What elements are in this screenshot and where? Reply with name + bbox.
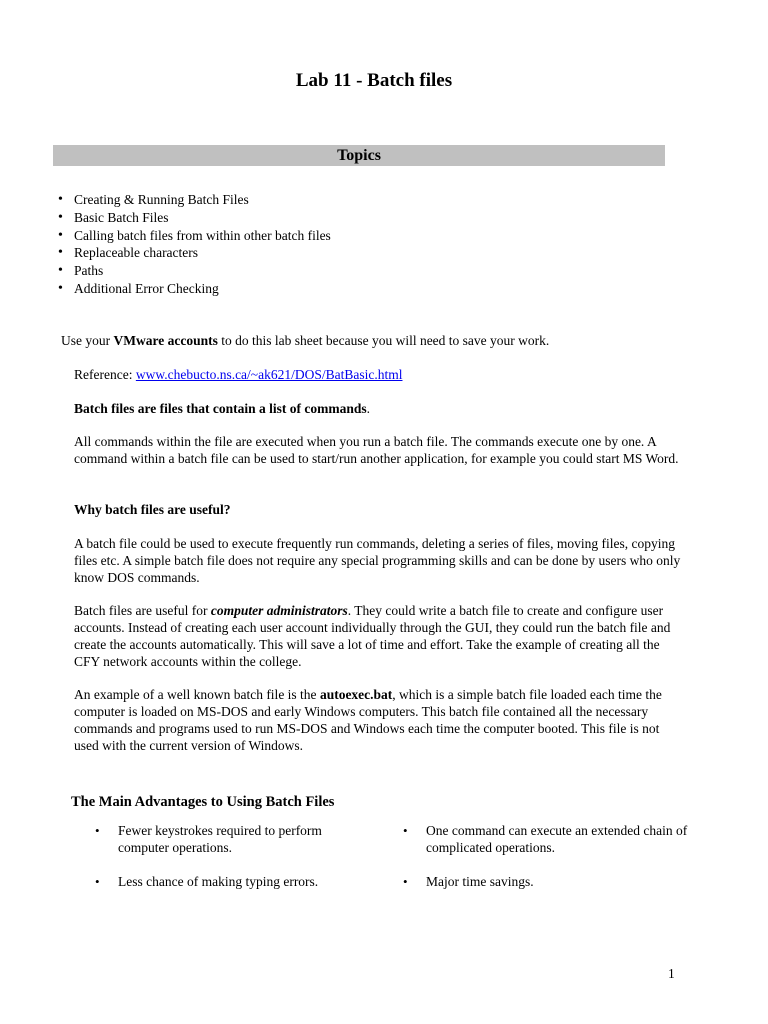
admin-post: . They could write a batch file to create and configure user accounts. Instead of creating each user account individually through the GUI, they could run the batch file and create the accounts automatically. This will save a lot of time and effort. Take the example of creating all the CFY network accounts within the college. [74,603,671,669]
reference-line [74,366,694,383]
autoexec-post: , which is a simple batch file loaded each time the computer is loaded on MS-DOS and early Windows computers. This batch file contained all the necessary commands and programs used to run MS-DOS and Windows each time the computer booted. This file is not used with the current version of Windows. [74,687,662,753]
admin-pre: Batch files are useful for [74,603,211,618]
advantage-item [95,873,375,891]
reference-link[interactable]: www.chebucto.ns.ca/~ak621/DOS/BatBasic.html [135,367,403,382]
advantage-text: Less chance of making typing errors. [118,874,319,889]
admin-emphasis: computer administrators [210,603,348,618]
advantage-item [95,822,375,858]
vmware-note [61,332,701,349]
page-title: Lab 11 - Batch files [295,70,453,91]
admin-paragraph [74,602,674,670]
page-number: 1 [668,966,675,981]
advantage-item [403,822,693,858]
advantages-heading: The Main Advantages to Using Batch Files [71,794,335,810]
bullet-icon: • [403,823,408,838]
useful-paragraph: A batch file could be used to execute frequently run commands, deleting a series of files, moving files, copying files etc. A simple batch file does not require any special programming skills and can be done by users who only know DOS commands. [74,536,681,585]
autoexec-pre: An example of a well known batch file is the [74,687,320,702]
topic-item: • Additional Error Checking [58,280,331,298]
advantage-text: One command can execute an extended chain of complicated operations. [426,823,688,855]
bullet-icon: • [95,823,100,838]
commands-paragraph: All commands within the file are executed when you run a batch file. The commands execute one by one. A command within a batch file can be used to start/run another application, for example you could start MS Word. [74,434,679,466]
reference-label: Reference: [74,367,136,382]
topic-item: • Replaceable characters [58,244,331,262]
topic-item: • Calling batch files from within other batch files [58,227,331,245]
topics-heading: Topics [337,147,381,164]
definition-bold: Batch files are files that contain a list of commands [74,401,367,416]
definition-post: . [366,401,370,416]
bullet-icon: • [95,874,100,889]
topic-item: • Paths [58,262,331,280]
advantage-text: Major time savings. [426,874,534,889]
autoexec-paragraph [74,686,674,754]
topic-item: • Basic Batch Files [58,209,331,227]
vmware-note-post: to do this lab sheet because you will need to save your work. [217,333,550,348]
vmware-note-pre: Use your [61,333,114,348]
autoexec-emphasis: autoexec.bat [319,687,393,702]
topics-header-bar [53,145,665,166]
topic-list [58,191,331,298]
advantage-text: Fewer keystrokes required to perform computer operations. [118,823,322,855]
vmware-accounts-emphasis: VMware accounts [113,333,218,348]
bullet-icon: • [403,874,408,889]
advantage-item [403,873,693,891]
why-heading: Why batch files are useful? [74,502,231,517]
definition-line [74,400,694,417]
topic-item: • Creating & Running Batch Files [58,191,331,209]
